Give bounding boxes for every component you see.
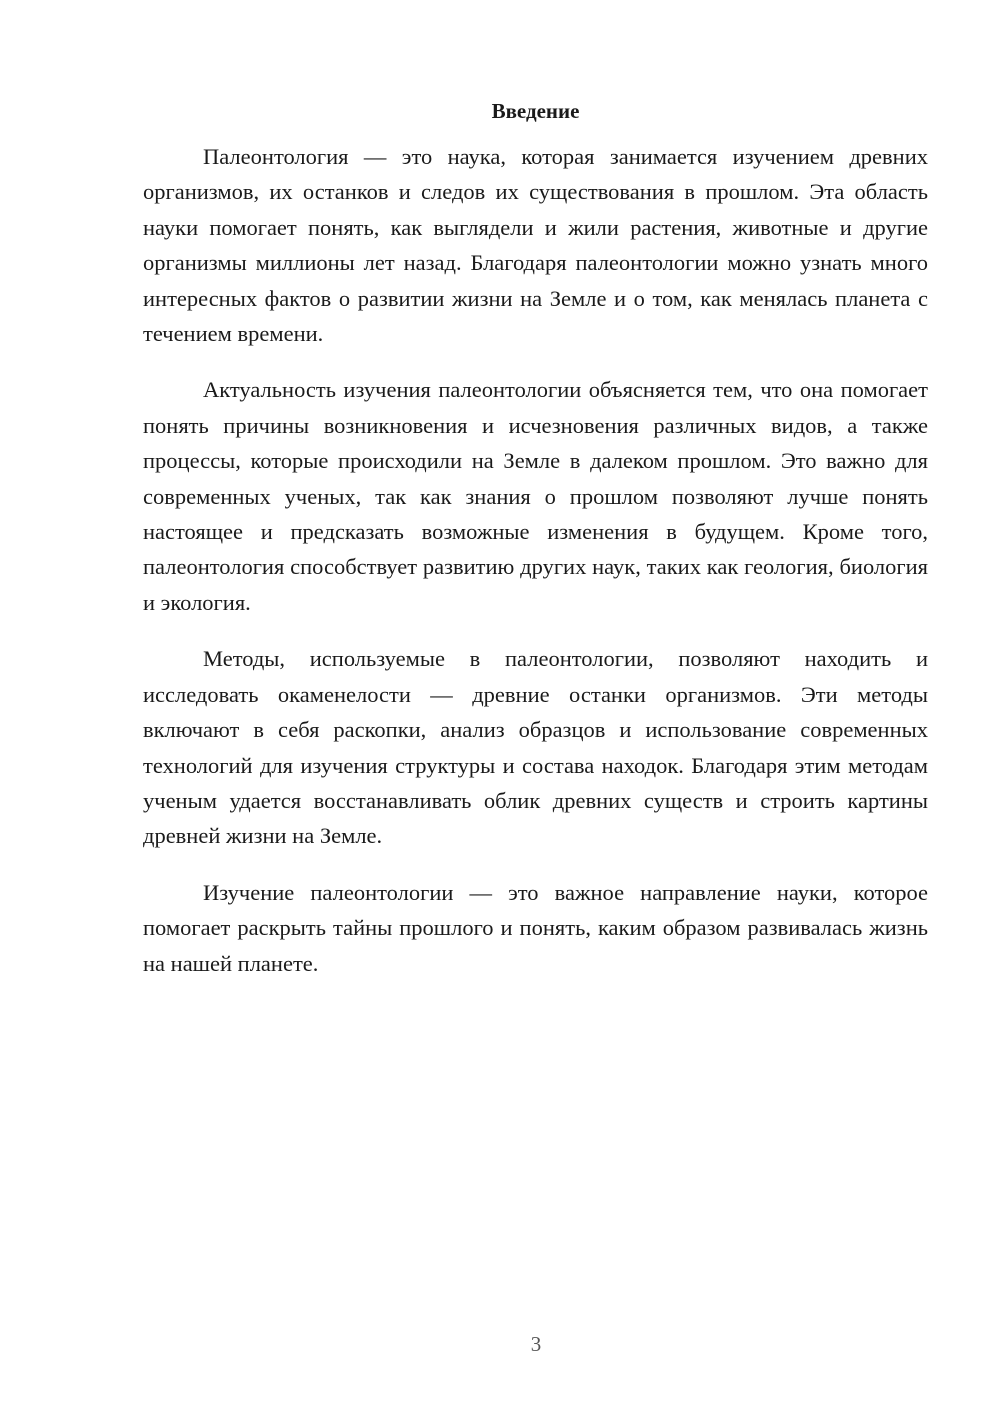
paragraph-methods: Методы, используемые в палеонтологии, позволяют находить и исследовать окаменелости — древние останки организмов. Эти методы включают в себя раскопки, анализ образцов и использование современных технологий для изучения структуры и состава находок. Благодаря этим методам ученым удается восстанавливать облик древних существ и строить картины древней жизни на Земле. — [143, 646, 928, 849]
paragraph-relevance: Актуальность изучения палеонтологии объясняется тем, что она помогает понять причины возникновения и исчезновения различных видов, а также процессы, которые происходили на Земле в далеком прошлом. Это важно для современных ученых, так как знания о прошлом позволяют лучше понять настоящее и предсказать возможные изменения в будущем. Кроме того, палеонтология способствует развитию других наук, таких как геология, биология и экология. — [143, 377, 928, 615]
section-title: Введение — [491, 99, 580, 123]
paragraph-definition: Палеонтология — это наука, которая занимается изучением древних организмов, их останков и следов их существования в прошлом. Эта область науки помогает понять, как выглядели и жили растения, животные и другие организмы миллионы лет назад. Благодаря палеонтологии можно узнать много интересных фактов о развитии жизни на Земле и о том, как менялась планета с течением времени. — [143, 144, 928, 347]
page-number: 3 — [530, 1332, 542, 1356]
paragraph-conclusion: Изучение палеонтологии — это важное направление науки, которое помогает раскрыть тайны прошлого и понять, каким образом развивалась жизнь на нашей планете. — [143, 879, 928, 976]
page-content — [143, 96, 928, 1002]
